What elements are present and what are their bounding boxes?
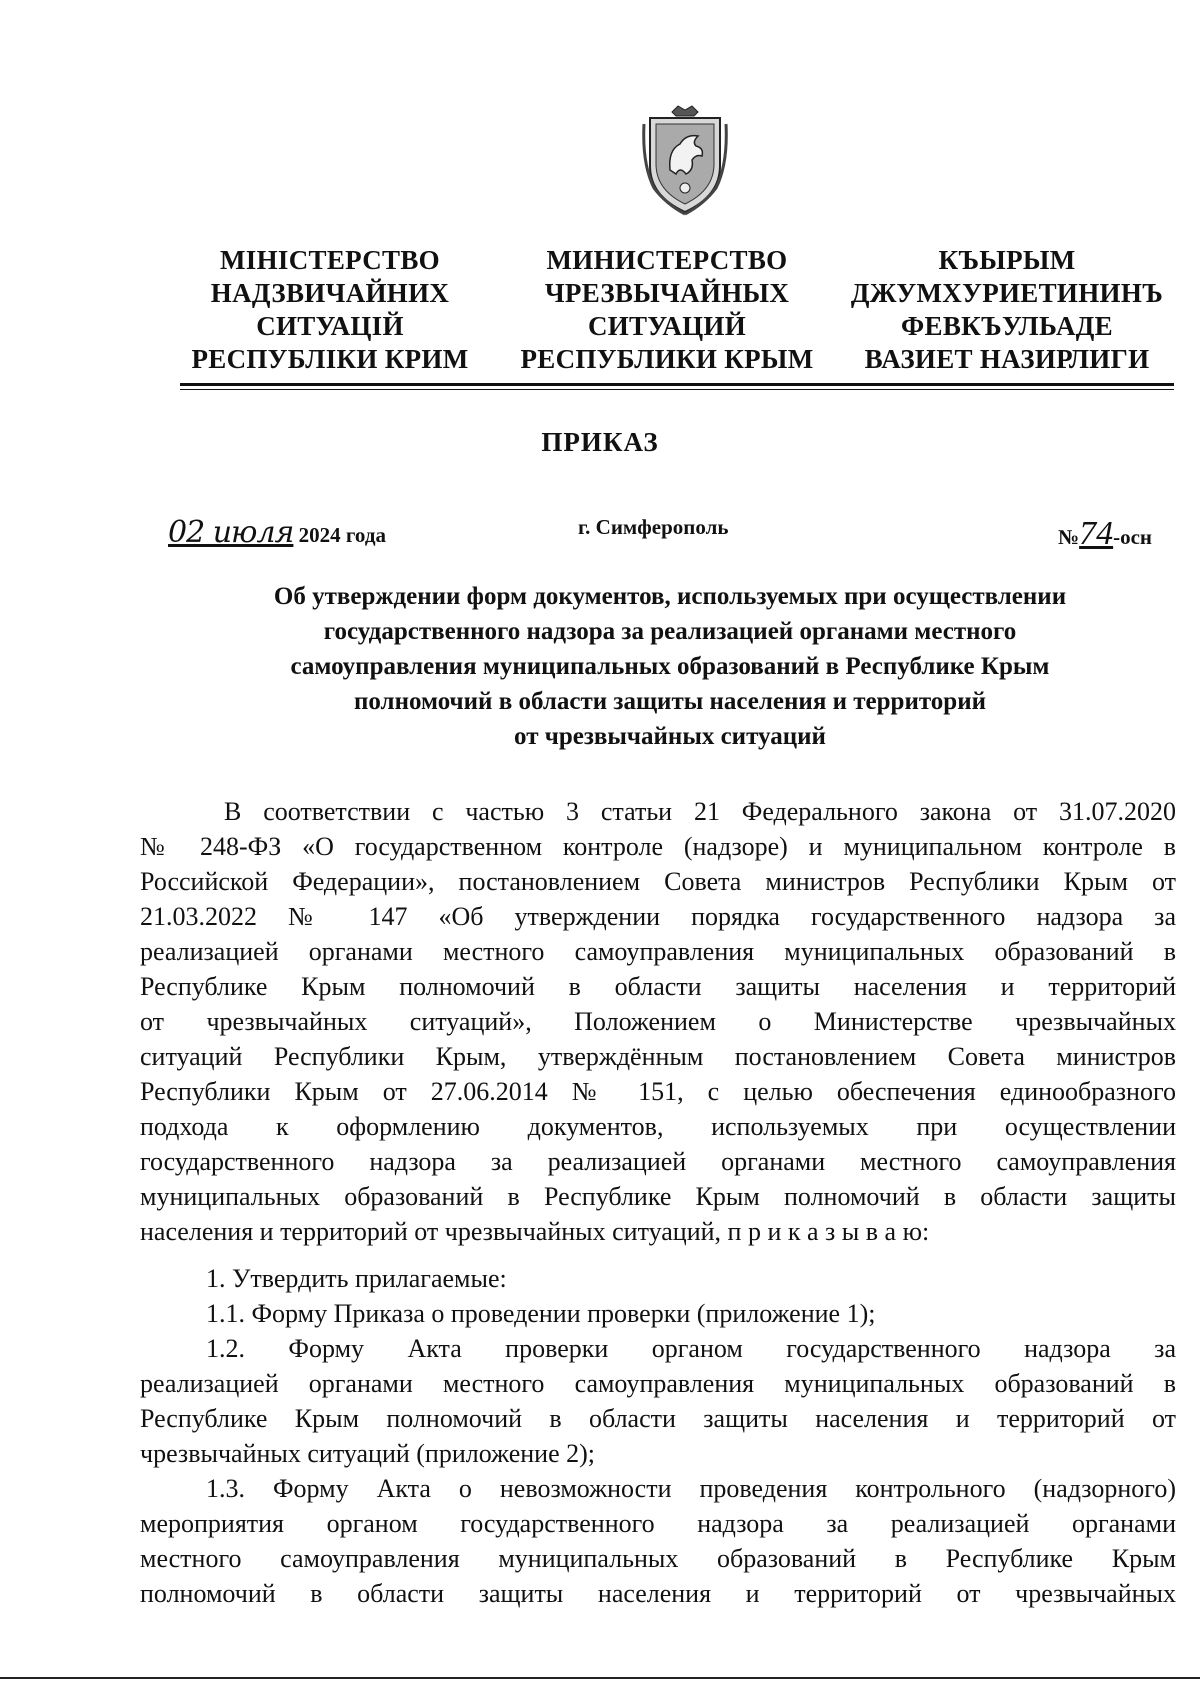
preamble-line: Республике Крым полномочий в области защиты населения и территорий	[140, 972, 1176, 1001]
subject-line: самоуправления муниципальных образований в Республике Крым	[290, 653, 1050, 680]
preamble-line: реализацией органами местного самоуправления муниципальных образований в	[140, 937, 1176, 966]
handwritten-date: 02 июля	[168, 515, 294, 550]
order-item-line: 1.2. Форму Акта проверки органом государственного надзора за	[206, 1334, 1176, 1363]
header-crimean-tatar-line: ДЖУМХУРИЕТИНИНЪ	[850, 278, 1164, 308]
preamble-line: Республики Крым от 27.06.2014 № 151, с целью обеспечения единообразного	[140, 1077, 1176, 1106]
header-crimean-tatar	[842, 244, 1172, 376]
order-item-line: мероприятия органом государственного надзора за реализацией органами	[140, 1509, 1176, 1538]
coat-of-arms-icon	[640, 104, 730, 216]
preamble-line: № 248-ФЗ «О государственном контроле (надзоре) и муниципальном контроле в	[140, 832, 1176, 861]
subject-line: Об утверждении форм документов, используемых при осуществлении	[273, 583, 1067, 610]
preamble-line: населения и территорий от чрезвычайных ситуаций, п р и к а з ы в а ю:	[140, 1217, 930, 1246]
paragraph-gap	[140, 1249, 1176, 1261]
date-year: 2024 года	[298, 523, 386, 547]
order-item-line: местного самоуправления муниципальных образований в Республике Крым	[140, 1544, 1176, 1573]
preamble-line: подхода к оформлению документов, используемых при осуществлении	[140, 1112, 1176, 1141]
header-russian-line: РЕСПУБЛИКИ КРЫМ	[520, 344, 814, 374]
handwritten-number: 74	[1079, 515, 1114, 552]
header-ukrainian-line: НАДЗВИЧАЙНИХ	[210, 278, 450, 308]
preamble-line: В соответствии с частью 3 статьи 21 Федерального закона от 31.07.2020	[224, 797, 1176, 826]
order-item-line: 1. Утвердить прилагаемые:	[206, 1264, 507, 1293]
document-type-title: ПРИКАЗ	[541, 427, 659, 457]
preamble-line: 21.03.2022 № 147 «Об утверждении порядка государственного надзора за	[140, 902, 1176, 931]
header-russian-line: ЧРЕЗВЫЧАЙНЫХ	[544, 278, 790, 308]
preamble-line: от чрезвычайных ситуаций», Положением о Министерстве чрезвычайных	[140, 1007, 1176, 1036]
header-divider-thin	[180, 389, 1174, 390]
preamble-line: государственного надзора за реализацией органами местного самоуправления	[140, 1147, 1176, 1176]
number-prefix: №	[1058, 525, 1080, 549]
header-ukrainian	[180, 244, 480, 376]
order-item-line: Республике Крым полномочий в области защиты населения и территорий от	[140, 1404, 1176, 1433]
header-russian	[512, 244, 822, 376]
preamble-line: Российской Федерации», постановлением Совета министров Республики Крым от	[140, 867, 1176, 896]
order-item-line: реализацией органами местного самоуправления муниципальных образований в	[140, 1369, 1176, 1398]
subject-line: полномочий в области защиты населения и территорий	[353, 688, 987, 715]
number-suffix: -осн	[1113, 525, 1153, 549]
header-russian-line: МИНИСТЕРСТВО	[546, 245, 788, 275]
header-crimean-tatar-line: ВАЗИЕТ НАЗИРЛИГИ	[864, 344, 1150, 374]
header-ukrainian-line: СИТУАЦІЙ	[256, 311, 404, 341]
header-ukrainian-line: РЕСПУБЛІКИ КРИМ	[191, 344, 469, 374]
document-number	[1058, 515, 1152, 553]
document-city: г. Симферополь	[578, 515, 729, 539]
order-item-line: 1.3. Форму Акта о невозможности проведения контрольного (надзорного)	[206, 1474, 1176, 1503]
order-item-line: полномочий в области защиты населения и территорий от чрезвычайных	[140, 1579, 1176, 1608]
document-body	[140, 794, 1176, 1611]
header-crimean-tatar-line: ФЕВКЪУЛЬАДЕ	[901, 311, 1113, 341]
header-russian-line: СИТУАЦИЙ	[587, 311, 747, 341]
document-subject	[150, 579, 1190, 754]
subject-line: от чрезвычайных ситуаций	[514, 723, 826, 750]
header-crimean-tatar-line: КЪЫРЫМ	[938, 245, 1076, 275]
subject-line: государственного надзора за реализацией органами местного	[323, 618, 1017, 645]
order-item-line: чрезвычайных ситуаций (приложение 2);	[140, 1439, 595, 1468]
header-ukrainian-line: МІНІСТЕРСТВО	[220, 245, 440, 275]
preamble-line: ситуаций Республики Крым, утверждённым постановлением Совета министров	[140, 1042, 1176, 1071]
order-item-line: 1.1. Форму Приказа о проведении проверки (приложение 1);	[206, 1299, 876, 1328]
header-divider-thick	[180, 383, 1174, 386]
document-date	[168, 515, 386, 550]
preamble-line: муниципальных образований в Республике Крым полномочий в области защиты	[140, 1182, 1176, 1211]
page-bottom-edge	[0, 1677, 1200, 1679]
